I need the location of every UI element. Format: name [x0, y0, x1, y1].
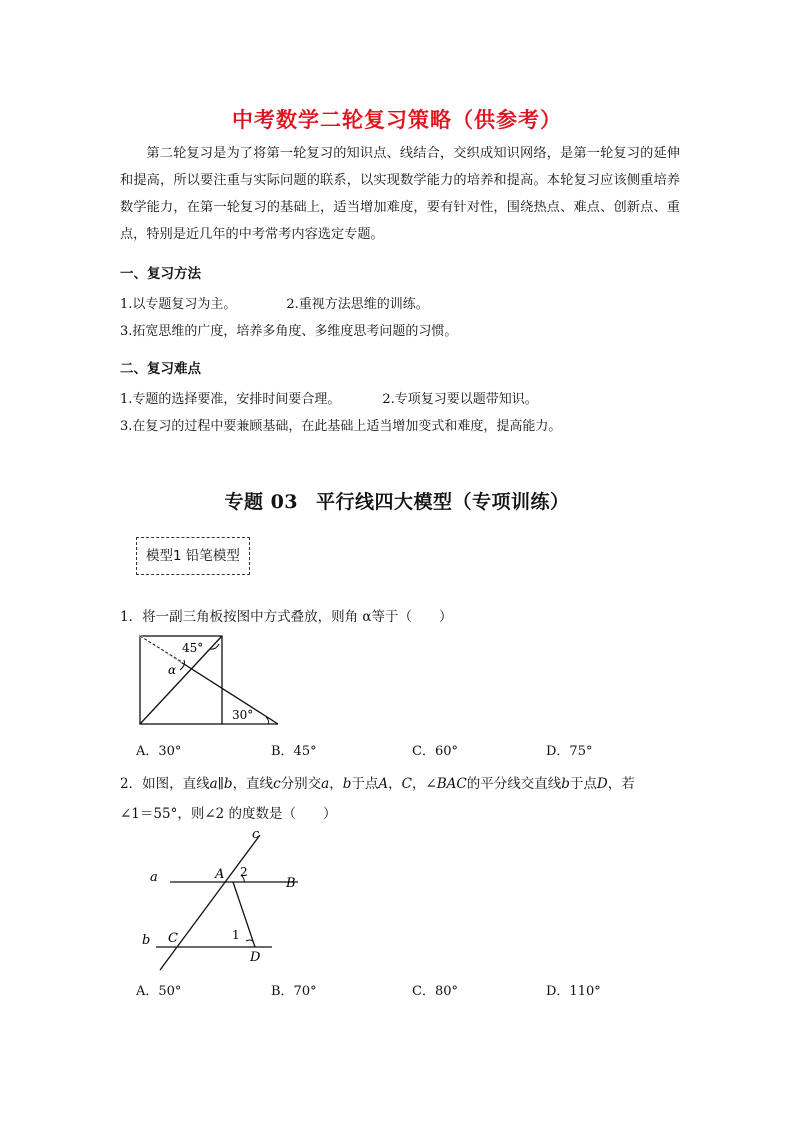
topic-number: 专题 03: [224, 491, 299, 513]
label-c: c: [252, 827, 260, 842]
q1-choice-d[interactable]: D．75°: [546, 744, 593, 759]
question-2-figure: [138, 825, 313, 965]
q2-choice-b[interactable]: B．70°: [271, 984, 317, 999]
line-c: [160, 835, 260, 970]
q1-choice-b[interactable]: B．45°: [271, 744, 317, 759]
label-point-d: D: [250, 950, 261, 965]
section-heading-difficulties: 二、复习难点: [120, 361, 201, 377]
q2-choice-a[interactable]: A．50°: [136, 984, 182, 999]
method-item-2: 2.重视方法思维的训练。: [286, 297, 429, 312]
question-1-text: 1．将一副三角板按图中方式叠放，则角 α等于（ ）: [120, 609, 453, 625]
intro-text: 第二轮复习是为了将第一轮复习的知识点、线结合，交织成知识网络，是第一轮复习的延伸和提高，所以要注重与实际问题的联系，以实现数学能力的培养和提高。本轮复习应该侧重培养数学能力，在第一轮复习的基础上，适当增加难度，要有针对性，围绕热点、难点、创新点、重点，特别是近几年的中考常考内容选定专题。: [120, 146, 680, 242]
label-angle-2: 2: [240, 865, 248, 879]
page-title: 中考数学二轮复习策略（供参考）: [232, 108, 562, 132]
difficulty-line-1: [120, 388, 538, 407]
question-1-figure: [130, 630, 290, 730]
question-2-line-1: 2．如图，直线a∥b，直线c分别交a，b于点A，C，∠BAC的平分线交直线b于点D，若: [120, 776, 635, 792]
angle-1-arc: [246, 940, 253, 941]
intro-paragraph: [120, 140, 680, 248]
label-point-c: C: [168, 931, 178, 946]
angle-45-label: 45°: [182, 641, 204, 655]
topic-title: [0, 487, 794, 514]
method-item-3: 3.拓宽思维的广度，培养多角度、多维度思考问题的习惯。: [120, 324, 458, 339]
q1-choice-c[interactable]: C．60°: [412, 744, 458, 759]
label-angle-1: 1: [232, 928, 240, 942]
label-point-b: B: [286, 876, 296, 891]
question-2-line-2: ∠1＝55°，则∠2 的度数是（ ）: [120, 806, 337, 822]
q1-choice-a[interactable]: A．30°: [136, 744, 182, 759]
difficulty-item-2: 2.专项复习要以题带知识。: [382, 392, 538, 407]
label-b: b: [142, 933, 151, 948]
q2-choice-c[interactable]: C．80°: [412, 984, 458, 999]
label-a: a: [150, 870, 158, 885]
q2-choice-d[interactable]: D．110°: [546, 984, 601, 999]
model-label-box: 模型1 铅笔模型: [136, 537, 250, 575]
angle-alpha-label: α: [168, 663, 177, 677]
angle-30-label: 30°: [232, 708, 254, 722]
section-heading-methods: 一、复习方法: [120, 266, 201, 282]
method-item-1: 1.以专题复习为主。: [120, 297, 237, 312]
difficulty-item-3: 3.在复习的过程中要兼顾基础，在此基础上适当增加变式和难度，提高能力。: [120, 419, 562, 434]
topic-name: 平行线四大模型（专项训练）: [316, 491, 570, 513]
difficulty-item-1: 1.专题的选择要准，安排时间要合理。: [120, 392, 341, 407]
label-point-a: A: [215, 867, 225, 882]
methods-line-1: [120, 293, 429, 312]
